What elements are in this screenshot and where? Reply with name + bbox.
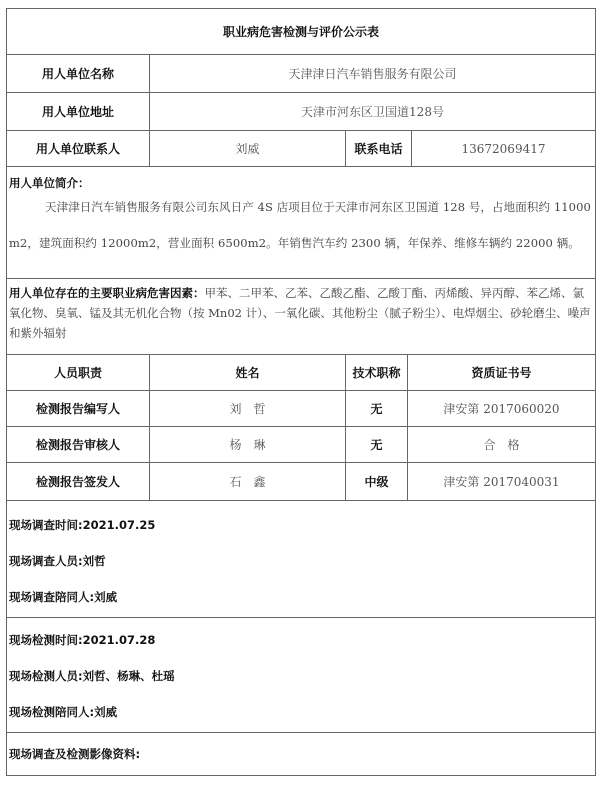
intro-heading: 用人单位简介：	[9, 176, 90, 190]
staff-header-title: 技术职称	[346, 355, 408, 390]
staff-name: 杨 琳	[150, 427, 346, 462]
staff-name: 刘 哲	[150, 391, 346, 426]
employer-address-row	[7, 93, 595, 131]
employer-address-value: 天津市河东区卫国道128号	[301, 105, 444, 119]
survey-staff: 现场调查人员:刘哲	[9, 554, 106, 568]
phone-label: 联系电话	[346, 131, 412, 166]
detection-staff: 现场检测人员:刘哲、杨琳、杜瑶	[9, 669, 175, 683]
hazards-label: 用人单位存在的主要职业病危害因素：	[9, 286, 205, 300]
employer-name-row	[7, 55, 595, 93]
staff-cert: 合 格	[483, 438, 520, 452]
staff-header-role: 人员职责	[7, 355, 150, 390]
disclosure-table	[6, 8, 596, 776]
table-title: 职业病危害检测与评价公示表	[222, 25, 379, 39]
employer-address-label: 用人单位地址	[7, 93, 150, 130]
staff-header-cert: 资质证书号	[471, 366, 532, 380]
detection-block	[7, 618, 595, 733]
staff-title: 中级	[346, 463, 408, 500]
staff-header-row	[7, 355, 595, 391]
staff-role: 检测报告审核人	[7, 427, 150, 462]
employer-name-value: 天津津日汽车销售服务有限公司	[288, 67, 457, 81]
phone-value: 13672069417	[461, 141, 546, 156]
staff-title: 无	[346, 391, 408, 426]
intro-block	[7, 167, 595, 279]
table-row	[7, 463, 595, 501]
images-label: 现场调查及检测影像资料:	[9, 747, 141, 761]
employer-contact-label: 用人单位联系人	[7, 131, 150, 166]
staff-name: 石 鑫	[150, 463, 346, 500]
survey-time: 现场调查时间:2021.07.25	[9, 518, 156, 532]
images-block	[7, 733, 595, 775]
intro-text: 天津津日汽车销售服务有限公司东风日产 4S 店项目位于天津市河东区卫国道 128 号，占地面积约 11000m2，建筑面积约 12000m2，营业面积 6500m2。年销售汽车约 2300 辆，年保养、维修车辆约 22000 辆。	[9, 200, 591, 250]
staff-title: 无	[346, 427, 408, 462]
table-row	[7, 427, 595, 463]
hazards-block	[7, 279, 595, 355]
staff-cert: 津安第 2017040031	[443, 475, 560, 489]
table-row	[7, 391, 595, 427]
table-title-row	[7, 9, 595, 55]
hazards-text: 甲苯、二甲苯、乙苯、乙酸乙酯、乙酸丁酯、丙烯酸、异丙醇、苯乙烯、氯氧化物、臭氧、锰及其无机化合物（按 Mn02 计）、一氧化碳、其他粉尘（腻子粉尘）、电焊烟尘、砂轮磨尘、噪声和紫外辐射	[9, 286, 591, 340]
detection-escort: 现场检测陪同人:刘威	[9, 705, 118, 719]
survey-escort: 现场调查陪同人:刘威	[9, 590, 118, 604]
survey-block	[7, 501, 595, 618]
employer-contact-row	[7, 131, 595, 167]
detection-time: 现场检测时间:2021.07.28	[9, 633, 156, 647]
staff-role: 检测报告签发人	[7, 463, 150, 500]
staff-header-name: 姓名	[150, 355, 346, 390]
employer-contact-value: 刘威	[150, 131, 346, 166]
staff-role: 检测报告编写人	[7, 391, 150, 426]
employer-name-label: 用人单位名称	[7, 55, 150, 92]
staff-cert: 津安第 2017060020	[443, 402, 560, 416]
